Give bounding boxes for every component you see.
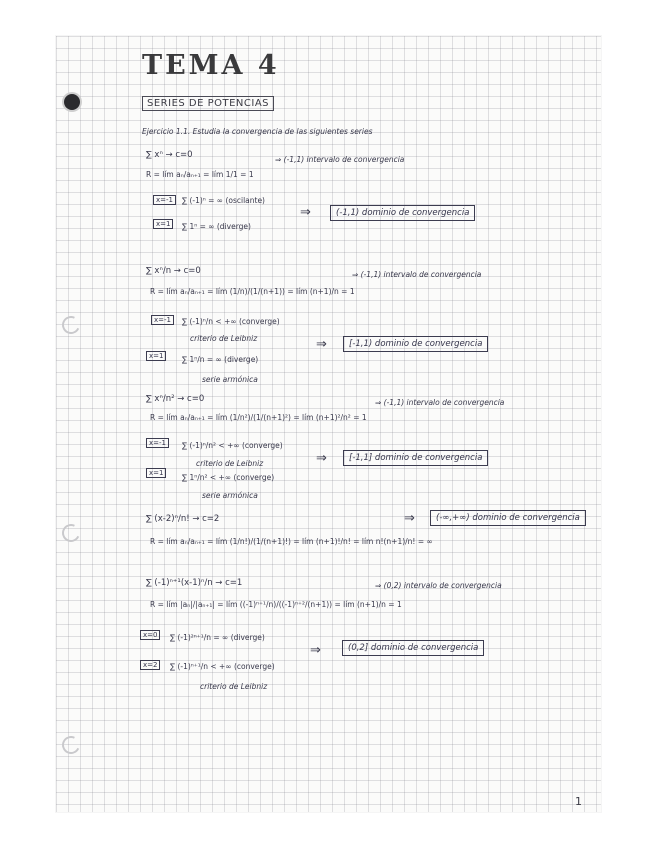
endpoint-analysis: ∑ 1ⁿ/n = ∞ (diverge) bbox=[182, 355, 259, 364]
endpoint-analysis: ∑ (-1)ⁿ = ∞ (oscilante) bbox=[182, 196, 265, 205]
endpoint-analysis: ∑ 1ⁿ = ∞ (diverge) bbox=[182, 222, 251, 231]
convergence-domain-box: (-1,1) dominio de convergencia bbox=[330, 205, 475, 221]
interval-result: ⇒ (-1,1) intervalo de convergencia bbox=[352, 270, 482, 279]
endpoint-analysis: ∑ (-1)ⁿ/n < +∞ (converge) bbox=[182, 317, 280, 326]
section-heading: SERIES DE POTENCIAS bbox=[142, 96, 274, 111]
endpoint-tag: x=1 bbox=[146, 351, 166, 361]
radius-calculation: R = lím |aₙ|/|aₙ₊₁| = lím ((-1)ⁿ⁺¹/n)/((-1)ⁿ⁺²/(n+1)) = lím (n+1)/n = 1 bbox=[150, 600, 402, 609]
series-expression: ∑ xⁿ/n² → c=0 bbox=[146, 394, 205, 404]
interval-result: ⇒ (-1,1) intervalo de convergencia bbox=[275, 155, 405, 164]
endpoint-tag: x=1 bbox=[153, 219, 173, 229]
series-expression: ∑ xⁿ → c=0 bbox=[146, 150, 193, 160]
endpoint-analysis: ∑ 1ⁿ/n² < +∞ (converge) bbox=[182, 473, 275, 482]
criterion-note: criterio de Leibniz bbox=[190, 334, 258, 343]
endpoint-tag: x=-1 bbox=[153, 195, 176, 205]
criterion-note: criterio de Leibniz bbox=[196, 459, 264, 468]
interval-result: ⇒ (0,2) intervalo de convergencia bbox=[375, 581, 502, 590]
endpoint-tag: x=1 bbox=[146, 468, 166, 478]
series-expression: ∑ (-1)ⁿ⁺¹(x-1)ⁿ/n → c=1 bbox=[146, 578, 243, 588]
implies-arrow: ⇒ bbox=[316, 337, 327, 352]
radius-calculation: R = lím aₙ/aₙ₊₁ = lím (1/n²)/(1/(n+1)²) = lím (n+1)²/n² = 1 bbox=[150, 413, 367, 422]
convergence-domain-box: [-1,1) dominio de convergencia bbox=[343, 336, 488, 352]
exercise-heading: Ejercicio 1.1. Estudia la convergencia de las siguientes series bbox=[142, 127, 373, 136]
endpoint-tag: x=2 bbox=[140, 660, 160, 670]
radius-calculation: R = lím aₙ/aₙ₊₁ = lím (1/n!)/(1/(n+1)!) = lím (n+1)!/n! = lím n!(n+1)/n! = ∞ bbox=[150, 537, 433, 546]
binder-hole bbox=[64, 94, 80, 110]
criterion-note: criterio de Leibniz bbox=[200, 682, 268, 691]
endpoint-analysis: ∑ (-1)²ⁿ⁺¹/n = ∞ (diverge) bbox=[170, 633, 265, 642]
implies-arrow: ⇒ bbox=[316, 451, 327, 466]
series-expression: ∑ (x-2)ⁿ/n! → c=2 bbox=[146, 514, 220, 524]
endpoint-tag: x=-1 bbox=[151, 315, 174, 325]
page-title: TEMA 4 bbox=[142, 50, 280, 81]
page-number: 1 bbox=[575, 795, 582, 808]
convergence-domain-box: [-1,1] dominio de convergencia bbox=[343, 450, 488, 466]
endpoint-tag: x=-1 bbox=[146, 438, 169, 448]
radius-calculation: R = lím aₙ/aₙ₊₁ = lím 1/1 = 1 bbox=[146, 170, 254, 179]
interval-result: ⇒ (-1,1) intervalo de convergencia bbox=[375, 398, 505, 407]
endpoint-analysis: ∑ (-1)ⁿ⁺¹/n < +∞ (converge) bbox=[170, 662, 275, 671]
endpoint-tag: x=0 bbox=[140, 630, 160, 640]
implies-arrow: ⇒ bbox=[404, 511, 415, 526]
endpoint-analysis: ∑ (-1)ⁿ/n² < +∞ (converge) bbox=[182, 441, 283, 450]
criterion-note: serie armónica bbox=[202, 491, 258, 500]
convergence-domain-box: (-∞,+∞) dominio de convergencia bbox=[430, 510, 586, 526]
radius-calculation: R = lím aₙ/aₙ₊₁ = lím (1/n)/(1/(n+1)) = lím (n+1)/n = 1 bbox=[150, 287, 355, 296]
notebook-sheet bbox=[56, 36, 601, 812]
implies-arrow: ⇒ bbox=[300, 205, 311, 220]
series-expression: ∑ xⁿ/n → c=0 bbox=[146, 266, 201, 276]
implies-arrow: ⇒ bbox=[310, 643, 321, 658]
criterion-note: serie armónica bbox=[202, 375, 258, 384]
convergence-domain-box: (0,2] dominio de convergencia bbox=[342, 640, 484, 656]
